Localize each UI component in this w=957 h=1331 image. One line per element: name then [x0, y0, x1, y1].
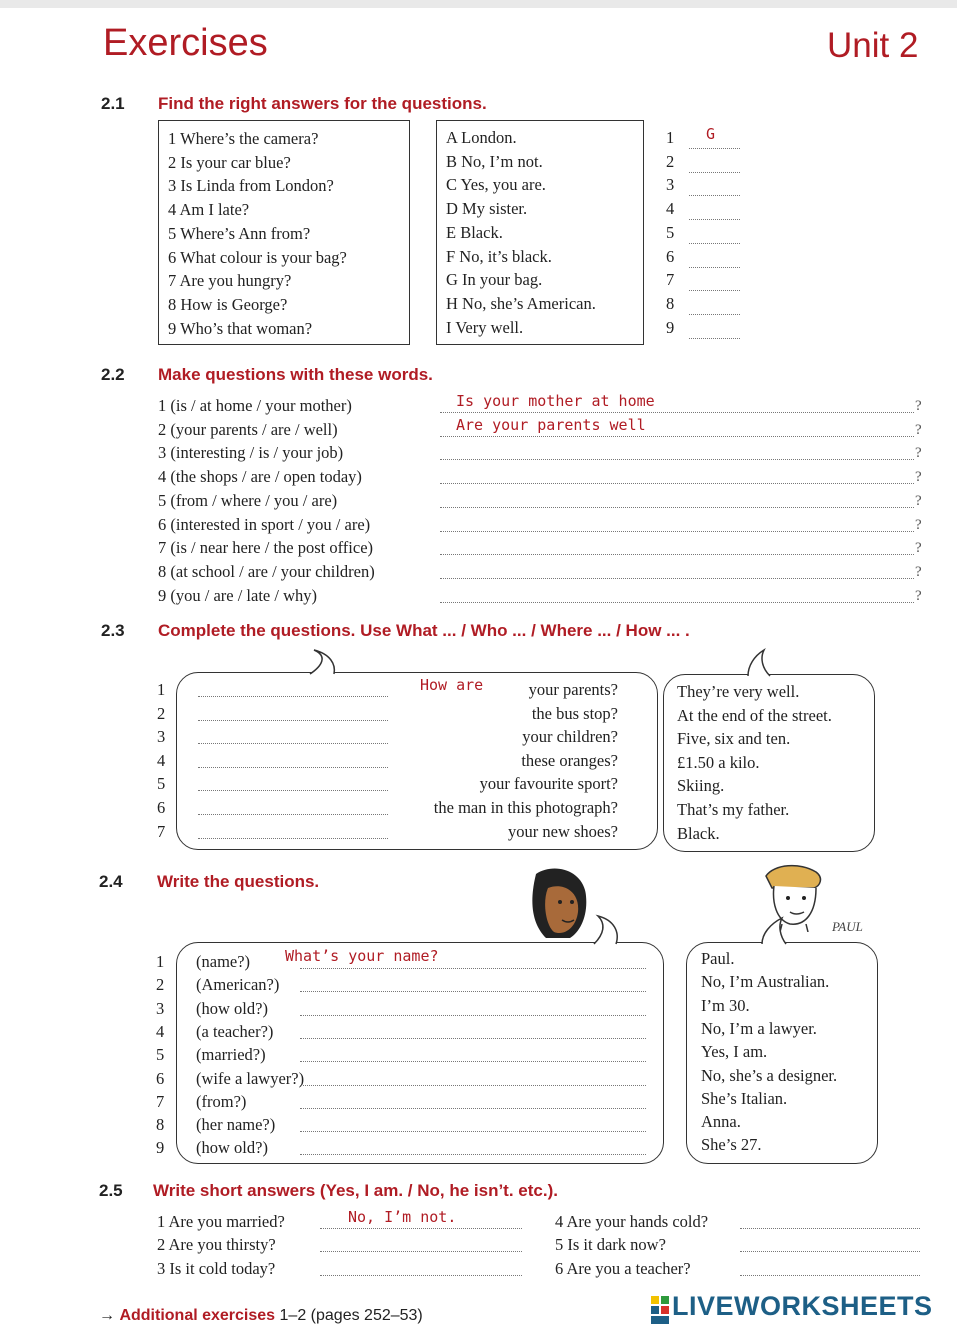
answer-line[interactable] — [740, 1275, 920, 1276]
reply-text: Black. — [677, 823, 720, 843]
item-number: 6 — [157, 798, 166, 817]
liveworksheets-logo-icon — [651, 1296, 669, 1324]
answer-blank[interactable] — [689, 172, 740, 173]
answer-line[interactable] — [740, 1228, 920, 1229]
additional-exercises-note — [99, 1307, 423, 1325]
question-mark: ? — [915, 398, 922, 414]
prompt-item: 6 (interested in sport / you / are) — [158, 514, 371, 534]
item-number: 5 — [156, 1045, 165, 1065]
top-strip — [0, 0, 957, 8]
answer-option: E Black. — [446, 222, 503, 242]
prompt-item: (American?) — [196, 975, 280, 995]
prompt-item: (how old?) — [196, 998, 268, 1018]
answer-line[interactable] — [198, 720, 388, 721]
question-mark: ? — [915, 421, 922, 438]
item-number: 8 — [156, 1115, 165, 1135]
answer-blank[interactable] — [689, 195, 740, 196]
question-mark: ? — [915, 492, 922, 509]
bubble-tail — [740, 648, 780, 678]
answer-number: 7 — [666, 270, 675, 290]
reply-text: No, I’m Australian. — [701, 972, 830, 992]
short-question: 4 Are your hands cold? — [555, 1212, 709, 1231]
reply-text: She’s Italian. — [701, 1088, 788, 1108]
answer-line[interactable] — [440, 412, 914, 413]
unit-label: Unit 2 — [827, 26, 919, 65]
prompt-item: 2 (your parents / are / well) — [158, 419, 338, 439]
answer-option: D My sister. — [446, 199, 528, 219]
short-question: 3 Is it cold today? — [157, 1258, 276, 1278]
question-item: 2 Is your car blue? — [168, 152, 291, 172]
item-number: 5 — [157, 774, 166, 794]
bubble-tail — [300, 648, 340, 678]
reply-text: That’s my father. — [677, 800, 790, 819]
item-number: 7 — [157, 821, 166, 841]
question-item: 7 Are you hungry? — [168, 271, 292, 291]
section-number: 2.2 — [101, 365, 125, 384]
question-ending: these oranges? — [521, 750, 618, 770]
reply-text: Anna. — [701, 1112, 741, 1132]
answer-number: 6 — [666, 246, 675, 266]
question-mark: ? — [915, 469, 922, 486]
question-item: 8 How is George? — [168, 294, 288, 314]
bubble-tail — [756, 914, 796, 946]
arrow-icon: → — [99, 1307, 115, 1324]
answer-line[interactable] — [740, 1251, 920, 1252]
item-number: 3 — [156, 998, 165, 1018]
answer-line[interactable] — [300, 1108, 646, 1109]
reply-text: They’re very well. — [677, 682, 800, 701]
question-ending: your parents? — [528, 680, 618, 699]
answer-line[interactable] — [440, 531, 914, 532]
answer-line[interactable] — [440, 459, 914, 460]
section-number: 2.1 — [101, 94, 125, 113]
section-number: 2.4 — [99, 872, 123, 891]
prompt-item: 7 (is / near here / the post office) — [158, 538, 374, 558]
handwritten-answer: Are your parents well — [456, 415, 646, 434]
answer-line[interactable] — [300, 1015, 646, 1016]
question-item: 4 Am I late? — [168, 200, 250, 220]
question-mark: ? — [915, 587, 922, 604]
item-number: 7 — [156, 1091, 165, 1111]
question-item: 9 Who’s that woman? — [168, 318, 313, 338]
section-title: Write the questions. — [157, 872, 320, 891]
answer-line[interactable] — [300, 968, 646, 969]
bubble-tail — [590, 914, 630, 946]
answer-blank[interactable] — [689, 243, 740, 244]
handwritten-answer: How are — [420, 676, 484, 694]
prompt-item: (from?) — [196, 1091, 247, 1111]
question-ending: your favourite sport? — [479, 774, 618, 794]
answer-blank[interactable] — [689, 219, 740, 220]
page-title: Exercises — [103, 22, 268, 64]
item-number: 1 — [157, 680, 166, 699]
answer-line[interactable] — [320, 1251, 522, 1252]
answer-line[interactable] — [300, 991, 646, 992]
answer-option: H No, she’s American. — [446, 293, 596, 313]
prompt-item: 3 (interesting / is / your job) — [158, 443, 344, 463]
handwritten-answer: What’s your name? — [285, 947, 439, 965]
answer-line[interactable] — [440, 483, 914, 484]
answer-line[interactable] — [440, 436, 914, 437]
prompt-item: (married?) — [196, 1045, 266, 1065]
question-ending: the man in this photograph? — [433, 798, 618, 817]
prompt-item: 8 (at school / are / your children) — [158, 561, 375, 581]
answer-number: 1 — [666, 128, 675, 147]
paul-label: PAUL — [832, 919, 863, 934]
reply-text: Yes, I am. — [701, 1042, 768, 1062]
item-number: 3 — [157, 727, 166, 747]
answer-number: 2 — [666, 151, 675, 171]
prompt-item: 4 (the shops / are / open today) — [158, 467, 362, 487]
answer-line[interactable] — [440, 507, 914, 508]
question-item: 3 Is Linda from London? — [168, 176, 334, 196]
prompt-item: (wife a lawyer?) — [196, 1068, 305, 1088]
section-title: Find the right answers for the questions. — [158, 94, 487, 113]
answer-option: F No, it’s black. — [446, 246, 552, 266]
question-mark: ? — [915, 445, 922, 462]
answer-line[interactable] — [440, 554, 914, 555]
short-question: 2 Are you thirsty? — [157, 1235, 276, 1255]
answer-blank[interactable] — [689, 314, 740, 315]
answer-number: 3 — [666, 175, 675, 195]
reply-text: No, I’m a lawyer. — [701, 1018, 817, 1038]
section-title: Make questions with these words. — [158, 365, 433, 384]
answer-line[interactable] — [198, 814, 388, 815]
answer-option: A London. — [446, 128, 517, 147]
handwritten-answer: Is your mother at home — [456, 392, 655, 410]
answer-blank[interactable] — [689, 290, 740, 291]
item-number: 4 — [156, 1021, 165, 1041]
question-ending: the bus stop? — [531, 703, 618, 723]
item-number: 4 — [157, 750, 166, 770]
answer-line[interactable] — [198, 743, 388, 744]
answer-blank[interactable] — [689, 148, 740, 149]
short-question: 6 Are you a teacher? — [555, 1258, 691, 1278]
footer-pages: 1–2 (pages 252–53) — [279, 1307, 423, 1324]
prompt-item: (how old?) — [196, 1138, 268, 1158]
reply-text: Paul. — [701, 949, 735, 968]
answer-line[interactable] — [300, 1038, 646, 1039]
item-number: 1 — [156, 952, 165, 971]
section-title: Write short answers (Yes, I am. / No, he isn’t. etc.). — [153, 1181, 558, 1200]
handwritten-answer: No, I’m not. — [348, 1208, 457, 1226]
reply-text: She’s 27. — [701, 1135, 762, 1155]
answer-number: 4 — [666, 199, 675, 219]
answer-line[interactable] — [300, 1085, 646, 1086]
answer-blank[interactable] — [689, 338, 740, 339]
answer-option: C Yes, you are. — [446, 175, 546, 195]
prompt-item: (her name?) — [196, 1115, 276, 1135]
question-mark: ? — [915, 516, 922, 533]
answer-number: 8 — [666, 293, 675, 313]
answer-line[interactable] — [198, 696, 388, 697]
answer-line[interactable] — [198, 767, 388, 768]
question-item: 1 Where’s the camera? — [168, 129, 319, 148]
question-mark: ? — [915, 540, 922, 557]
question-mark: ? — [915, 563, 922, 580]
answer-option: B No, I’m not. — [446, 151, 543, 171]
question-ending: your new shoes? — [508, 821, 618, 841]
answer-number: 9 — [666, 317, 675, 337]
answer-line[interactable] — [300, 1154, 646, 1155]
question-item: 6 What colour is your bag? — [168, 247, 347, 267]
woman-face-illustration — [524, 866, 594, 942]
answer-line[interactable] — [440, 578, 914, 579]
answer-option: G In your bag. — [446, 270, 543, 290]
short-question: 5 Is it dark now? — [555, 1235, 666, 1255]
reply-text: Skiing. — [677, 776, 725, 796]
answer-line[interactable] — [320, 1275, 522, 1276]
section-number: 2.3 — [101, 621, 125, 640]
section-title: Complete the questions. Use What ... / Who ... / Where ... / How ... . — [158, 621, 690, 640]
section-number: 2.5 — [99, 1181, 123, 1200]
prompt-item: 1 (is / at home / your mother) — [158, 396, 352, 415]
short-question: 1 Are you married? — [157, 1212, 285, 1231]
item-number: 6 — [156, 1068, 165, 1088]
reply-text: Five, six and ten. — [677, 729, 791, 749]
answer-blank[interactable] — [689, 267, 740, 268]
answer-line[interactable] — [300, 1131, 646, 1132]
prompt-item: 5 (from / where / you / are) — [158, 490, 338, 510]
item-number: 9 — [156, 1138, 165, 1158]
answer-line[interactable] — [440, 602, 914, 603]
reply-text: £1.50 a kilo. — [677, 752, 760, 772]
footer-bold: Additional exercises — [119, 1307, 276, 1324]
question-ending: your children? — [522, 727, 618, 747]
item-number: 2 — [156, 975, 165, 995]
answer-option: I Very well. — [446, 317, 524, 337]
question-item: 5 Where’s Ann from? — [168, 223, 311, 243]
answer-line[interactable] — [198, 838, 388, 839]
reply-text: No, she’s a designer. — [701, 1065, 838, 1085]
answer-line[interactable] — [198, 790, 388, 791]
answer-number: 5 — [666, 222, 675, 242]
handwritten-answer: G — [706, 125, 716, 143]
reply-text: At the end of the street. — [677, 705, 832, 725]
item-number: 2 — [157, 703, 166, 723]
prompt-item: 9 (you / are / late / why) — [158, 585, 317, 605]
answer-line[interactable] — [300, 1061, 646, 1062]
prompt-item: (a teacher?) — [196, 1021, 274, 1041]
reply-text: I’m 30. — [701, 995, 750, 1015]
prompt-item: (name?) — [196, 952, 251, 971]
answer-line[interactable] — [320, 1228, 522, 1229]
liveworksheets-brand: LIVEWORKSHEETS — [672, 1291, 933, 1321]
